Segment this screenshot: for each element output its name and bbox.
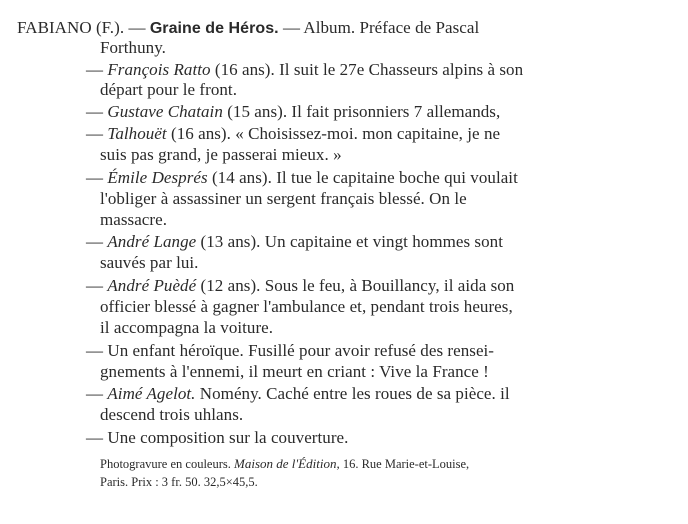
list-item [86,384,510,404]
item-text: Nomény. Caché entre les roues de sa pièce. il [199,384,510,403]
item-dash: — [86,384,104,403]
item-text: Un enfant héroïque. Fusillé pour avoir refusé des rensei- [107,341,495,360]
item-dash: — [86,232,104,251]
item-text-continuation: officier blessé à gagner l'ambulance et, pendant trois heures, [100,297,513,316]
entry-heading-continuation: Forthuny. [100,38,166,57]
item-text: (16 ans). Il suit le 27e Chasseurs alpins à son [214,60,524,79]
entry-heading [17,18,479,39]
entry-heading-rest: — Album. Préface de Pascal [282,18,480,37]
list-item [86,428,348,448]
item-name: Émile Després [107,168,208,187]
list-item [86,341,494,361]
item-dash: — [86,124,104,143]
entry-author: FABIANO (F.). [17,18,125,37]
colophon-price-line: Paris. Prix : 3 fr. 50. 32,5×45,5. [100,475,258,489]
item-text-continuation: descend trois uhlans. [100,405,244,424]
item-dash: — [86,276,104,295]
entry-title: Graine de Héros. [149,20,279,37]
list-item [86,102,500,122]
item-name: Aimé Agelot. [107,384,196,403]
item-dash: — [86,341,104,360]
list-item [86,124,500,144]
colophon-address: 16. Rue Marie-et-Louise, [342,457,470,471]
item-text-continuation: départ pour le front. [100,80,237,99]
entry-dash: — [128,18,146,37]
item-text-continuation: massacre. [100,210,167,229]
item-text: (14 ans). Il tue le capitaine boche qui voulait [211,168,518,187]
item-name: Talhouët [107,124,167,143]
item-text-continuation: suis pas grand, je passerai mieux. » [100,145,342,164]
item-dash: — [86,168,104,187]
item-text: (16 ans). « Choisissez-moi. mon capitaine, je ne [170,124,501,143]
item-dash: — [86,102,104,121]
item-dash: — [86,428,104,447]
item-name: André Puèdé [107,276,197,295]
item-text: (15 ans). Il fait prisonniers 7 allemands, [227,102,501,121]
item-text-continuation: l'obliger à assassiner un sergent français blessé. On le [100,189,467,208]
list-item [86,276,514,296]
item-text: (12 ans). Sous le feu, à Bouillancy, il aida son [200,276,515,295]
item-text-continuation: sauvés par lui. [100,253,199,272]
item-name: André Lange [107,232,197,251]
item-text-continuation: il accompagna la voiture. [100,318,274,337]
list-item [86,168,518,188]
item-text: (13 ans). Un capitaine et vingt hommes sont [200,232,503,251]
list-item [86,232,503,252]
colophon-publisher: Maison de l'Édition, [234,456,340,471]
colophon-line [100,456,469,472]
item-text-continuation: gnements à l'ennemi, il meurt en criant : Vive la France ! [100,362,489,381]
list-item [86,60,523,80]
colophon-technique: Photogravure en couleurs. [100,457,231,471]
item-dash: — [86,60,104,79]
item-name: François Ratto [107,60,211,79]
item-text: Une composition sur la couverture. [107,428,349,447]
item-name: Gustave Chatain [107,102,223,121]
